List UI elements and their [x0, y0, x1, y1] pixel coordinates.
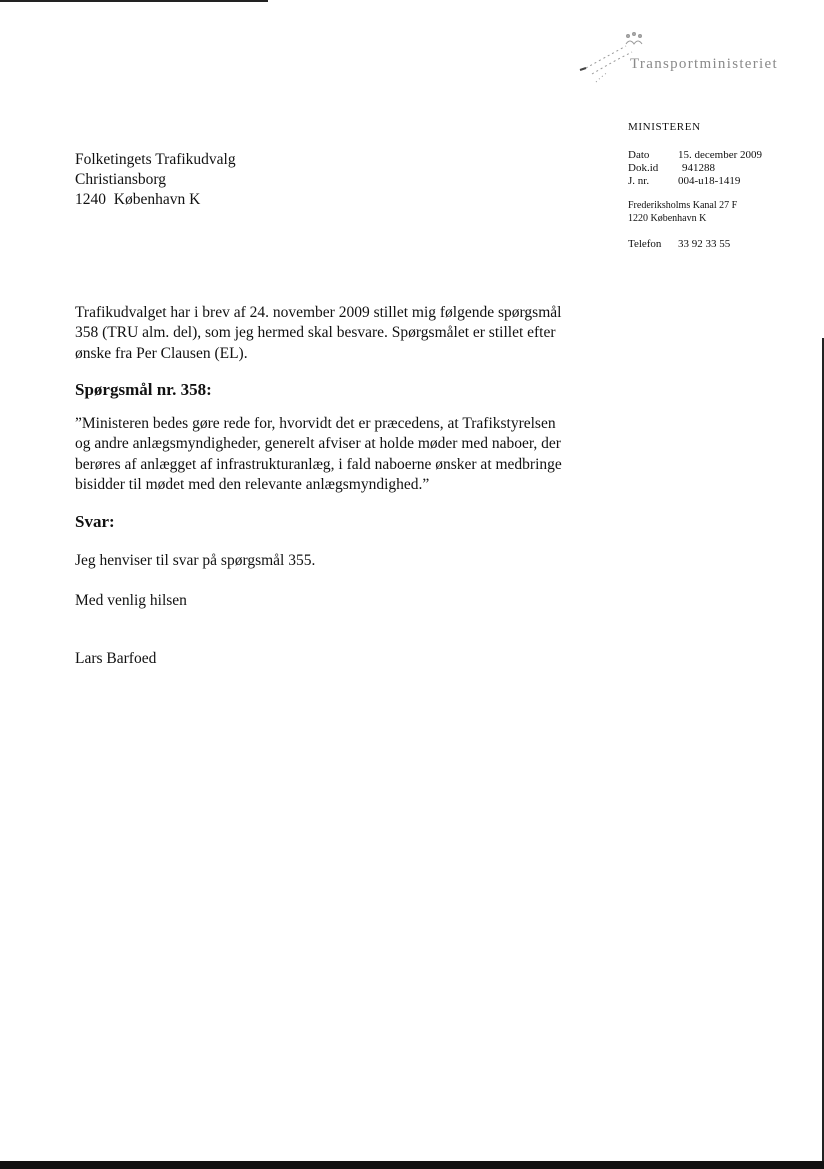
sender-title: MINISTEREN [628, 121, 701, 133]
answer-heading: Svar: [75, 512, 115, 531]
meta-label: Dato [628, 149, 650, 161]
paragraph-line: bisidder til mødet med den relevante anlægsmyndighed.” [75, 475, 430, 493]
meta-row-journal [628, 175, 740, 188]
paragraph-line: Trafikudvalget har i brev af 24. november 2009 stillet mig følgende spørgsmål [75, 304, 562, 321]
closing-greeting: Med venlig hilsen [75, 592, 187, 609]
paragraph-line: ”Ministeren bedes gøre rede for, hvorvidt det er præcedens, at Trafikstyrelsen [75, 415, 556, 432]
paragraph-line: 358 (TRU alm. del), som jeg hermed skal besvare. Spørgsmålet er stillet efter [75, 324, 556, 342]
logo-wordmark: Transportministeriet [630, 56, 778, 72]
signature-name: Lars Barfoed [75, 650, 157, 667]
intro-paragraph [75, 303, 595, 364]
sender-address-line: Frederiksholms Kanal 27 F [628, 200, 738, 211]
question-heading: Spørgsmål nr. 358: [75, 380, 212, 399]
meta-value: 941288 [682, 162, 715, 174]
meta-row-date [628, 149, 762, 162]
recipient-line: Christiansborg [75, 171, 166, 188]
scan-bottom-rule [0, 1161, 824, 1169]
recipient-line: Folketingets Trafikudvalg [75, 151, 236, 168]
paragraph-line: ønske fra Per Clausen (EL). [75, 344, 248, 362]
meta-value: 15. december 2009 [678, 149, 762, 161]
scan-top-rule [0, 0, 268, 2]
sender-address [628, 199, 737, 225]
recipient-address [75, 150, 236, 210]
meta-value: 004-u18-1419 [678, 175, 741, 187]
meta-label: Dok.id [628, 162, 659, 174]
phone-value: 33 92 33 55 [678, 238, 731, 250]
answer-paragraph: Jeg henviser til svar på spørgsmål 355. [75, 552, 316, 569]
meta-row-docid [628, 162, 715, 175]
sender-address-line: 1220 København K [628, 213, 707, 224]
recipient-line: 1240 København K [75, 191, 201, 208]
sender-phone [628, 238, 730, 251]
question-paragraph [75, 414, 595, 495]
paragraph-line: og andre anlægsmyndigheder, generelt afviser at holde møder med naboer, der [75, 435, 561, 453]
phone-label: Telefon [628, 238, 662, 250]
meta-label: J. nr. [628, 175, 650, 187]
paragraph-line: berøres af anlægget af infrastrukturanlæg, i fald naboerne ønsker at medbringe [75, 455, 562, 473]
